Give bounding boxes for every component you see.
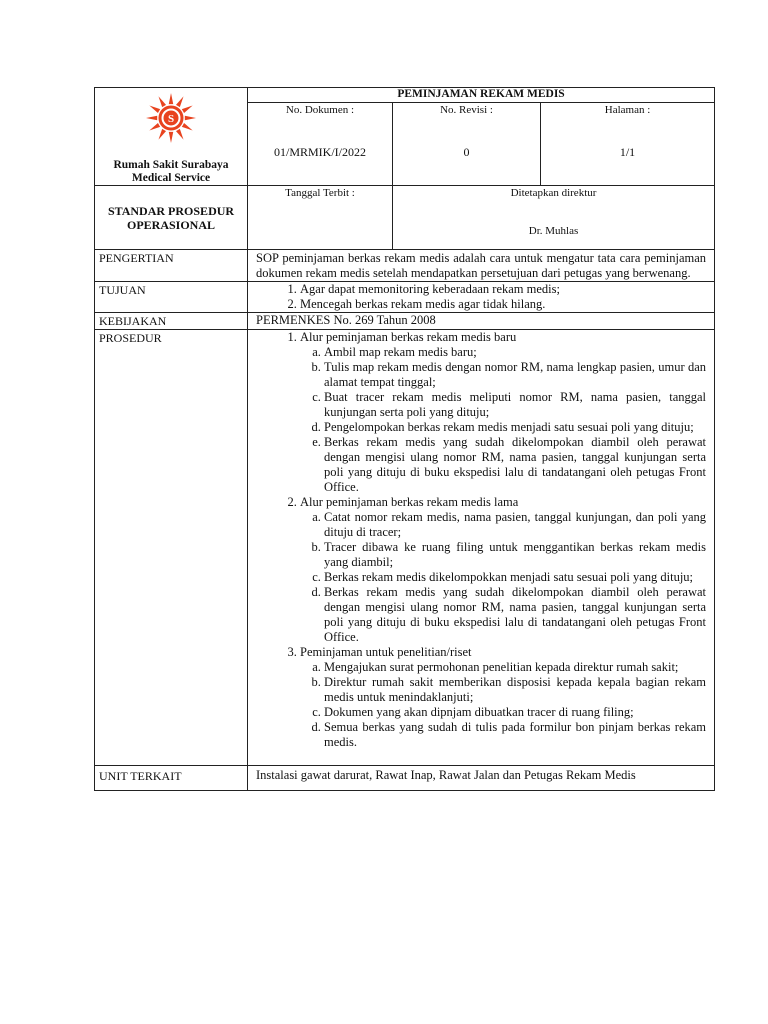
prosedur-section	[300, 330, 706, 495]
unit-terkait-text: Instalasi gawat darurat, Rawat Inap, Rawat Jalan dan Petugas Rekam Medis	[248, 766, 715, 791]
revision-label: No. Revisi :	[440, 104, 493, 117]
logo-ray-icon	[159, 96, 167, 107]
issue-date-cell	[248, 186, 393, 250]
prosedur-step: c. Dokumen yang akan dipnjam dibuatkan tracer di ruang filing;	[324, 705, 706, 720]
logo-ray-icon	[176, 129, 184, 140]
logo-ray-icon	[159, 129, 167, 140]
hospital-name	[95, 159, 247, 185]
prosedur-section	[300, 645, 706, 750]
prosedur-list	[256, 330, 706, 750]
document-title: PEMINJAMAN REKAM MEDIS	[248, 88, 715, 103]
hospital-identity-cell	[95, 88, 248, 186]
prosedur-step: c. Berkas rekam medis dikelompokkan menjadi satu sesuai poli yang dituju;	[324, 570, 706, 585]
logo-ray-icon	[182, 106, 193, 114]
hospital-name-line2: Medical Service	[131, 172, 211, 184]
prosedur-section-title: Alur peminjaman berkas rekam medis lama	[300, 495, 519, 509]
approval-cell	[393, 186, 715, 250]
prosedur-section-title: Alur peminjaman berkas rekam medis baru	[300, 330, 517, 344]
prosedur-label: PROSEDUR	[95, 330, 248, 766]
logo-ray-icon	[169, 93, 173, 104]
prosedur-step: a. Ambil map rekam medis baru;	[324, 345, 706, 360]
revision-cell	[393, 103, 541, 186]
sop-table	[94, 87, 715, 791]
prosedur-step-list	[300, 510, 706, 645]
doc-number-label: No. Dokumen :	[285, 104, 355, 117]
sop-title-cell	[95, 186, 248, 250]
prosedur-step: e. Berkas rekam medis yang sudah dikelompokan diambil oleh perawat dengan mengisi ulang nomor RM, nama pasien, tanggal kunjungan serta poli yang dituju di buku ekspedisi lalu di tandatangani oleh petugas Front Office.	[324, 435, 706, 495]
tujuan-item: 2. Mencegah berkas rekam medis agar tidak hilang.	[300, 297, 706, 312]
pengertian-text: SOP peminjaman berkas rekam medis adalah cara untuk mengatur tata cara peminjaman dokumen rekam medis setelah mendapatkan persetujuan dari petugas yang berwenang.	[248, 250, 715, 282]
unit-terkait-label: UNIT TERKAIT	[95, 766, 248, 791]
prosedur-step-list	[300, 345, 706, 495]
logo-ray-icon	[149, 106, 160, 114]
logo-ray-icon	[146, 116, 157, 120]
tujuan-cell	[248, 282, 715, 313]
logo-ray-icon	[176, 96, 184, 107]
page-label: Halaman :	[604, 104, 651, 117]
doc-number-cell	[248, 103, 393, 186]
logo-ray-icon	[185, 116, 196, 120]
logo-ray-icon	[169, 132, 173, 143]
kebijakan-label: KEBIJAKAN	[95, 313, 248, 330]
prosedur-step: c. Buat tracer rekam medis meliputi nomor RM, nama pasien, tanggal kunjungan serta poli yang dituju;	[324, 390, 706, 420]
approval-label: Ditetapkan direktur	[510, 187, 597, 199]
tujuan-list	[256, 282, 706, 312]
page-value: 1/1	[619, 145, 636, 160]
issue-date-label: Tanggal Terbit :	[285, 187, 355, 199]
tujuan-label: TUJUAN	[95, 282, 248, 313]
hospital-name-line1: Rumah Sakit Surabaya	[113, 159, 229, 171]
prosedur-step: a. Catat nomor rekam medis, nama pasien, tanggal kunjungan, dan poli yang dituju di tracer;	[324, 510, 706, 540]
kebijakan-text: PERMENKES No. 269 Tahun 2008	[248, 313, 715, 330]
prosedur-section	[300, 495, 706, 645]
doc-number-value: 01/MRMIK/I/2022	[273, 145, 366, 160]
prosedur-step: a. Mengajukan surat permohonan penelitian kepada direktur rumah sakit;	[324, 660, 706, 675]
pengertian-label: PENGERTIAN	[95, 250, 248, 282]
tujuan-item: 1. Agar dapat memonitoring keberadaan rekam medis;	[300, 282, 706, 297]
director-name: Dr. Muhlas	[528, 225, 579, 237]
logo-letter: S	[167, 113, 175, 125]
prosedur-step: b. Direktur rumah sakit memberikan disposisi kepada kepala bagian rekam medis untuk menindaklanjuti;	[324, 675, 706, 705]
prosedur-step: b. Tulis map rekam medis dengan nomor RM, nama lengkap pasien, umur dan alamat tempat tinggal;	[324, 360, 706, 390]
prosedur-step: d. Pengelompokan berkas rekam medis menjadi satu sesuai poli yang dituju;	[324, 420, 706, 435]
prosedur-step: d. Berkas rekam medis yang sudah dikelompokan diambil oleh perawat dengan mengisi ulang nomor RM, nama pasien, tanggal kunjungan serta poli yang dituju di buku ekspedisi lalu di tandatangani oleh petugas Front Office.	[324, 585, 706, 645]
logo-ray-icon	[182, 123, 193, 131]
page-cell	[541, 103, 715, 186]
prosedur-cell	[248, 330, 715, 766]
logo-ray-icon	[149, 123, 160, 131]
prosedur-step-list	[300, 660, 706, 750]
hospital-sun-logo-icon	[145, 92, 197, 144]
prosedur-step: b. Tracer dibawa ke ruang filing untuk menggantikan berkas rekam medis yang diambil;	[324, 540, 706, 570]
revision-value: 0	[463, 145, 470, 160]
sop-title-line1: STANDAR PROSEDUR	[107, 204, 235, 218]
sop-document	[94, 87, 714, 791]
prosedur-section-title: Peminjaman untuk penelitian/riset	[300, 645, 472, 659]
prosedur-step: d. Semua berkas yang sudah di tulis pada formilur bon pinjam berkas rekam medis.	[324, 720, 706, 750]
sop-title-line2: OPERASIONAL	[126, 218, 215, 232]
